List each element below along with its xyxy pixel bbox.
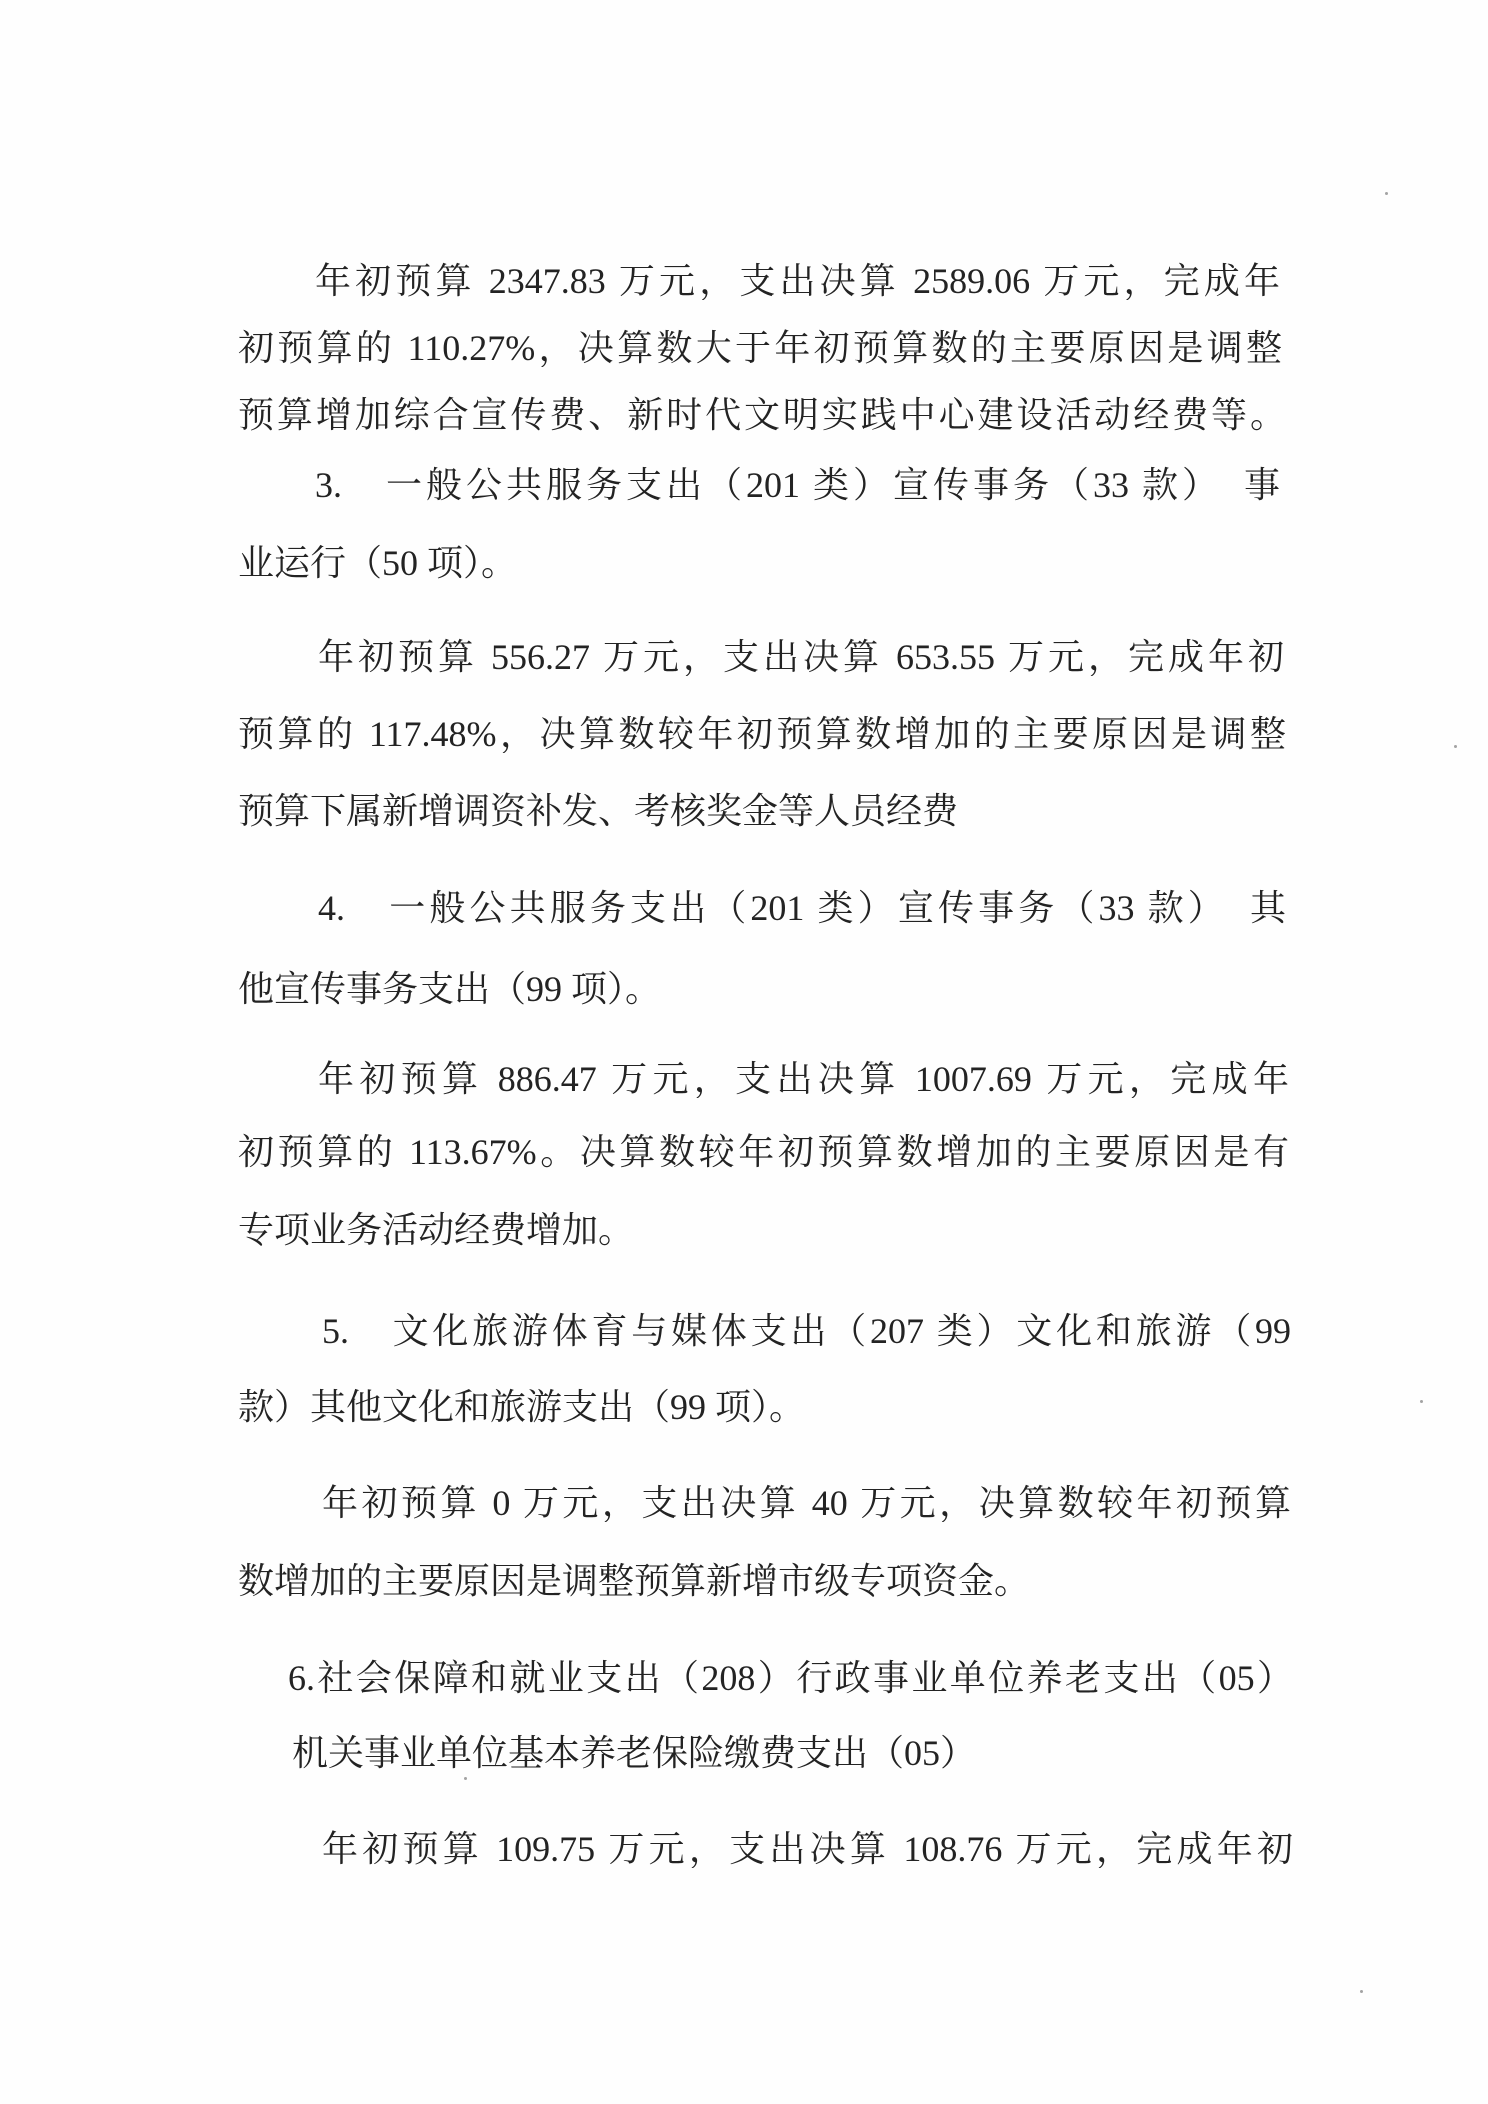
heading-line: 3. 一般公共服务支出（201 类）宣传事务（33 款） 事 <box>315 466 1280 504</box>
heading-line: 5. 文化旅游体育与媒体支出（207 类）文化和旅游（99 <box>322 1312 1291 1350</box>
scan-speck <box>1360 1990 1363 1993</box>
heading-line: 机关事业单位基本养老保险缴费支出（05） <box>292 1734 977 1772</box>
paragraph-line: 年初预算 886.47 万元，支出决算 1007.69 万元，完成年 <box>318 1060 1289 1098</box>
paragraph-line: 年初预算 109.75 万元，支出决算 108.76 万元，完成年初 <box>322 1830 1293 1868</box>
paragraph-line: 专项业务活动经费增加。 <box>238 1211 635 1249</box>
paragraph-line: 预算下属新增调资补发、考核奖金等人员经费 <box>238 792 959 830</box>
scan-speck <box>1385 192 1388 195</box>
paragraph-line: 年初预算 0 万元，支出决算 40 万元，决算数较年初预算 <box>322 1484 1291 1522</box>
scan-speck <box>1420 1400 1423 1403</box>
scan-speck <box>1454 745 1457 748</box>
heading-line: 款）其他文化和旅游支出（99 项）。 <box>238 1388 806 1426</box>
paragraph-line: 初预算的 110.27%，决算数大于年初预算数的主要原因是调整 <box>238 329 1282 367</box>
heading-line: 他宣传事务支出（99 项）。 <box>238 970 662 1008</box>
paragraph-line: 预算的 117.48%，决算数较年初预算数增加的主要原因是调整 <box>238 715 1286 753</box>
scan-speck <box>464 1777 467 1780</box>
paragraph-line: 初预算的 113.67%。决算数较年初预算数增加的主要原因是有 <box>238 1133 1289 1171</box>
heading-line: 业运行（50 项）。 <box>238 544 518 582</box>
paragraph-line: 预算增加综合宣传费、新时代文明实践中心建设活动经费等。 <box>238 396 1286 434</box>
heading-line: 6.社会保障和就业支出（208）行政事业单位养老支出（05） <box>288 1659 1293 1697</box>
paragraph-line: 数增加的主要原因是调整预算新增市级专项资金。 <box>238 1562 1031 1600</box>
paragraph-line: 年初预算 2347.83 万元，支出决算 2589.06 万元，完成年 <box>315 262 1280 300</box>
paragraph-line: 年初预算 556.27 万元，支出决算 653.55 万元，完成年初 <box>318 638 1284 676</box>
heading-line: 4. 一般公共服务支出（201 类）宣传事务（33 款） 其 <box>318 889 1286 927</box>
